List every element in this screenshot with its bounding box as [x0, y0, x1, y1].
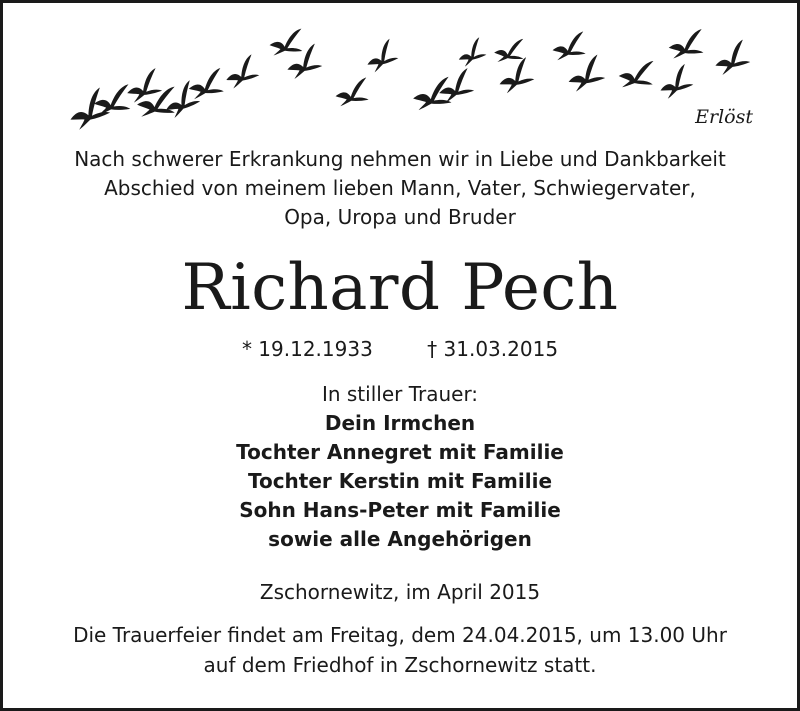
mourner-item: Tochter Annegret mit Familie — [236, 440, 564, 464]
mourning-intro: In stiller Trauer: — [321, 382, 479, 406]
intro-line: Abschied von meinem lieben Mann, Vater, Schwiegervater, — [104, 176, 696, 200]
mourner-item: Sohn Hans-Peter mit Familie — [239, 498, 561, 522]
flying-birds-illustration — [63, 25, 763, 135]
subtitle-erloest: Erlöst — [695, 106, 753, 128]
mourners-list — [3, 409, 797, 554]
mourner-item: Tochter Kerstin mit Familie — [247, 469, 553, 493]
birth-date: * 19.12.1933 — [241, 337, 373, 361]
intro-text — [3, 145, 797, 232]
mourners-block — [3, 380, 797, 554]
funeral-info — [3, 620, 797, 680]
place-and-date: Zschornewitz, im April 2015 — [259, 580, 541, 604]
intro-line: Opa, Uropa und Bruder — [284, 205, 516, 229]
deceased-name: Richard Pech — [181, 251, 619, 325]
mourner-item: sowie alle Angehörigen — [268, 527, 532, 551]
funeral-line: Die Trauerfeier findet am Freitag, dem 24.04.2015, um 13.00 Uhr — [73, 623, 727, 647]
funeral-line: auf dem Friedhof in Zschornewitz statt. — [203, 653, 597, 677]
death-date: † 31.03.2015 — [427, 337, 559, 361]
life-dates — [3, 335, 797, 363]
intro-line: Nach schwerer Erkrankung nehmen wir in Liebe und Dankbarkeit — [74, 147, 726, 171]
mourner-item: Dein Irmchen — [324, 411, 476, 435]
